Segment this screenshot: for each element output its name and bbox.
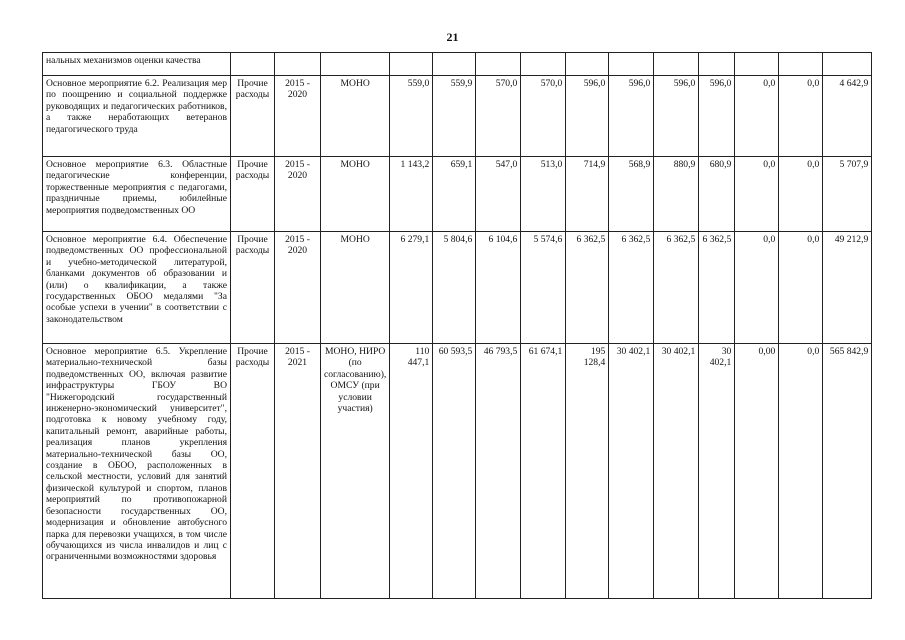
table-row	[43, 344, 872, 599]
value-cell: 0,0	[779, 157, 823, 232]
value-cell: 30 402,1	[699, 344, 735, 599]
value-cell: 559,9	[433, 76, 476, 157]
measure-description-cell: Основное мероприятие 6.3. Областные педагогические конференции, торжественные мероприятия с педагогами, праздничные приемы, юбилейные мероприятия подведомственных ОО	[43, 157, 231, 232]
value-cell: 659,1	[433, 157, 476, 232]
value-cell	[779, 53, 823, 76]
value-cell: 596,0	[699, 76, 735, 157]
period-cell	[275, 53, 321, 76]
page-number: 21	[446, 30, 459, 44]
total-value-cell: 49 212,9	[823, 232, 872, 344]
value-cell: 596,0	[566, 76, 609, 157]
value-cell: 559,0	[390, 76, 433, 157]
measure-description-cell: Основное мероприятие 6.4. Обеспечение подведомственных ОО профессиональной и учебно-методической литературой, бланками документов об образовании и (или) о квалификации, а также государственных ОБОО медалями "За особые успехи в учении" в соответствии с законодательством	[43, 232, 231, 344]
executor-cell: МОНО	[321, 76, 390, 157]
value-cell: 6 362,5	[566, 232, 609, 344]
value-cell: 1 143,2	[390, 157, 433, 232]
value-cell	[609, 53, 654, 76]
value-cell: 0,0	[779, 232, 823, 344]
value-cell: 0,0	[735, 157, 779, 232]
period-cell: 2015 - 2020	[275, 157, 321, 232]
value-cell: 680,9	[699, 157, 735, 232]
executor-cell	[321, 53, 390, 76]
executor-cell: МОНО, НИРО (по согласованию), ОМСУ (при условии участия)	[321, 344, 390, 599]
value-cell: 30 402,1	[654, 344, 699, 599]
table-row	[43, 157, 872, 232]
measure-description-cell: Основное мероприятие 6.5. Укрепление материально-технической базы подведомственных ОО, включая развитие инфраструктуры ГБОУ ВО "Нижегородский государственный инженерно-экономический университет", подготовка к новому учебному году, капитальный ремонт, аварийные работы, реализация планов укрепления материально-технической базы ОО, создание в ОБОО, расположенных в сельской местности, условий для занятий физической культурой и спортом, планов мероприятий по противопожарной безопасности государственных ОО, модернизация и обновление автобусного парка для перевозки учащихся, в том числе обучающихся из числа инвалидов и лиц с ограниченными возможностями здоровья	[43, 344, 231, 599]
value-cell	[476, 53, 521, 76]
expense-type-cell	[231, 53, 275, 76]
table-row	[43, 232, 872, 344]
value-cell: 0,00	[735, 344, 779, 599]
table-row	[43, 53, 872, 76]
value-cell: 5 574,6	[521, 232, 566, 344]
value-cell	[735, 53, 779, 76]
executor-cell: МОНО	[321, 232, 390, 344]
value-cell: 61 674,1	[521, 344, 566, 599]
period-cell: 2015 - 2021	[275, 344, 321, 599]
expense-type-cell: Прочие расходы	[231, 232, 275, 344]
value-cell	[654, 53, 699, 76]
value-cell: 6 104,6	[476, 232, 521, 344]
total-value-cell: 5 707,9	[823, 157, 872, 232]
expense-type-cell: Прочие расходы	[231, 157, 275, 232]
total-value-cell	[823, 53, 872, 76]
total-value-cell: 565 842,9	[823, 344, 872, 599]
value-cell: 195 128,4	[566, 344, 609, 599]
expenditure-table	[42, 52, 872, 599]
value-cell: 547,0	[476, 157, 521, 232]
value-cell: 0,0	[779, 76, 823, 157]
value-cell: 513,0	[521, 157, 566, 232]
expense-type-cell: Прочие расходы	[231, 344, 275, 599]
value-cell: 60 593,5	[433, 344, 476, 599]
expense-type-cell: Прочие расходы	[231, 76, 275, 157]
value-cell	[390, 53, 433, 76]
table-row	[43, 76, 872, 157]
measure-description-cell: нальных механизмов оценки качества	[43, 53, 231, 76]
value-cell: 568,9	[609, 157, 654, 232]
value-cell: 570,0	[476, 76, 521, 157]
value-cell: 714,9	[566, 157, 609, 232]
value-cell	[433, 53, 476, 76]
value-cell: 596,0	[609, 76, 654, 157]
value-cell: 46 793,5	[476, 344, 521, 599]
value-cell: 596,0	[654, 76, 699, 157]
measure-description-cell: Основное мероприятие 6.2. Реализация мер по поощрению и социальной поддержке руководящих и педагогических работников, а также неработающих ветеранов педагогического труда	[43, 76, 231, 157]
value-cell: 110 447,1	[390, 344, 433, 599]
value-cell: 6 279,1	[390, 232, 433, 344]
executor-cell: МОНО	[321, 157, 390, 232]
period-cell: 2015 - 2020	[275, 232, 321, 344]
value-cell	[566, 53, 609, 76]
value-cell: 0,0	[735, 76, 779, 157]
period-cell: 2015 - 2020	[275, 76, 321, 157]
value-cell: 6 362,5	[609, 232, 654, 344]
value-cell	[521, 53, 566, 76]
total-value-cell: 4 642,9	[823, 76, 872, 157]
value-cell: 570,0	[521, 76, 566, 157]
value-cell	[699, 53, 735, 76]
value-cell: 6 362,5	[699, 232, 735, 344]
value-cell: 5 804,6	[433, 232, 476, 344]
value-cell: 880,9	[654, 157, 699, 232]
value-cell: 30 402,1	[609, 344, 654, 599]
value-cell: 0,0	[735, 232, 779, 344]
value-cell: 0,0	[779, 344, 823, 599]
value-cell: 6 362,5	[654, 232, 699, 344]
